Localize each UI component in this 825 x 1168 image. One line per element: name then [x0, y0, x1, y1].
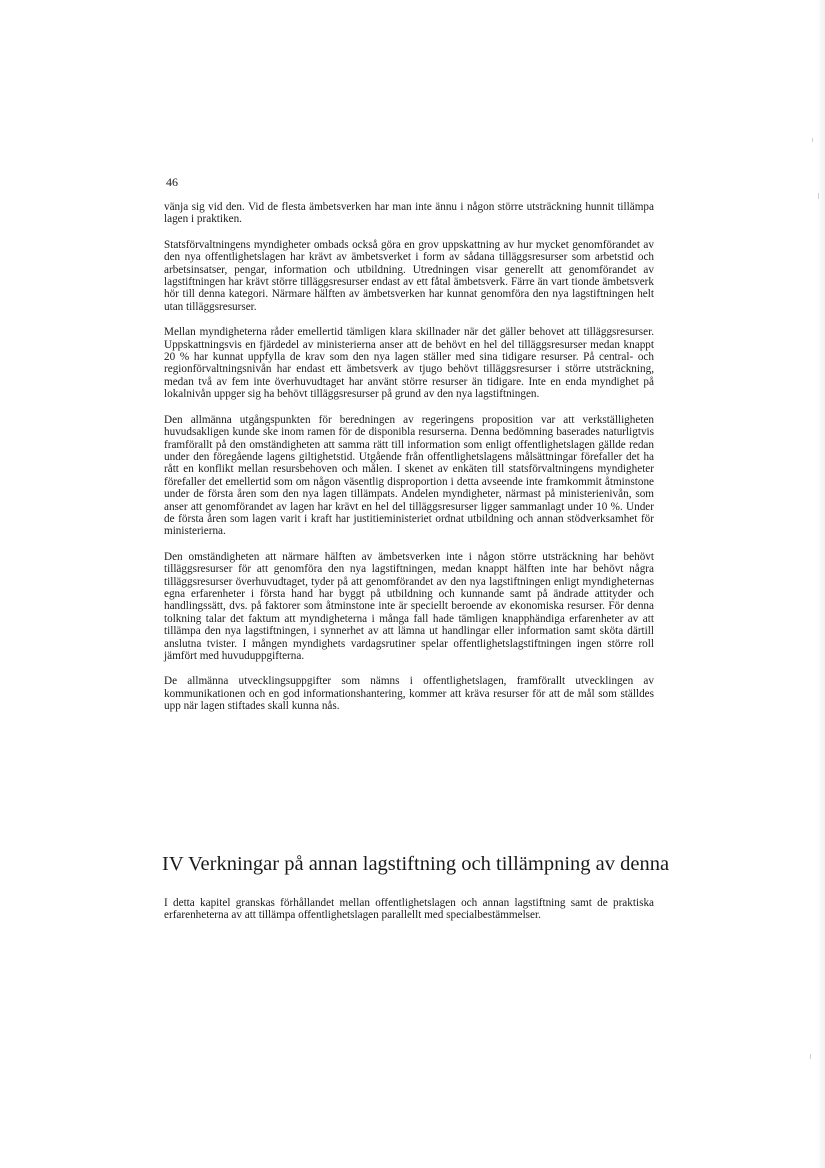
- scan-mark: [810, 1054, 811, 1059]
- paragraph-4: Den allmänna utgångspunkten för beredningen av regeringens proposition var att verkställigheten huvudsakligen kunde ske inom ramen för de disponibla resurserna. Denna bedömning baserades naturligtvis framförallt på den omständigheten att samma rätt till information som enligt offentlighetslagen gällde redan under den föregående lagens giltighetstid. Utgående från offentlighetslagens målsättningar förefaller det ha rått en konflikt mellan resursbehoven och målen. I skenet av enkäten till statsförvaltningens myndigheter förefaller det emellertid som om någon väsentlig disproportion i detta avseende inte framkommit åtminstone under de första åren som den nya lagen tillämpats. Andelen myndigheter, närmast på ministerienivån, som anser att genomförandet av lagen har krävt en hel del tilläggsresurser ligger sammanlagt under 10 %. Under de första åren som lagen varit i kraft har justitieministeriet ordnat utbildning och annan stödverksamhet för ministerierna.: [164, 413, 654, 538]
- paragraph-5: Den omständigheten att närmare hälften av ämbetsverken inte i någon större utsträckning har behövt tilläggsresurser för att genomföra den nya lagstiftningen, medan knappt hälften inte har behövt några tilläggsresurser överhuvudtaget, tyder på att genomförandet av den nya lagstiftningen enligt myndigheternas egna erfarenheter i första hand har byggt på utbildning och kunnande samt på ändrade attityder och handlingssätt, dvs. på faktorer som åtminstone inte är speciellt beroende av ekonomiska resurser. För denna tolkning talar det faktum att myndigheterna i många fall hade tämligen knapphändiga erfarenheter av att tillämpa den nya lagstiftningen, i synnerhet av att lämna ut handlingar eller information samt sköta därtill anslutna tvister. I mången myndighets vardagsrutiner spelar offentlighetslagstiftningen ingen större roll jämfört med huvuduppgifterna.: [164, 550, 654, 662]
- chapter-heading: IV Verkningar på annan lagstiftning och tillämpning av denna: [162, 853, 670, 875]
- scan-edge-shadow: [817, 0, 825, 1168]
- intro-paragraph: I detta kapitel granskas förhållandet mellan offentlighetslagen och annan lagstiftning samt de praktiska erfarenheterna av att tillämpa offentlighetslagen parallellt med specialbestämmelser.: [164, 897, 654, 922]
- page-number: 46: [166, 175, 178, 189]
- paragraph-3: Mellan myndigheterna råder emellertid tämligen klara skillnader när det gäller behovet att tilläggsresurser. Uppskattningsvis en fjärdedel av ministerierna anser att de behövt en hel del tilläggsresurser medan knappt 20 % har kunnat uppfylla de krav som den nya lagen ställer med sina tidigare resurser. På central- och regionförvaltningsnivån har endast ett ämbetsverk av tjugo behövt tilläggsresurser i större utsträckning, medan två av fem inte överhuvudtaget har använt större resurser än tidigare. Inte en enda myndighet på lokalnivån uppger sig ha behövt tilläggsresurser på grund av den nya lagstiftningen.: [164, 326, 654, 401]
- paragraph-2: Statsförvaltningens myndigheter ombads också göra en grov uppskattning av hur mycket genomförandet av den nya offentlighetslagen har krävt av ämbetsverket i form av sådana tilläggsresurser som arbetstid och arbetsinsatser, pengar, information och utbildning. Utredningen visar generellt att genomförandet av lagstiftningen har krävt större tilläggsresurser endast av ett fåtal ämbetsverk. Färre än vart tionde ämbetsverk hör till denna kategori. Närmare hälften av ämbetsverken har kunnat genomföra den nya lagstiftningen helt utan tilläggsresurser.: [164, 238, 654, 313]
- body-text: [164, 201, 654, 726]
- paragraph-1: vänja sig vid den. Vid de flesta ämbetsverken har man inte ännu i någon större utsträckning hunnit tillämpa lagen i praktiken.: [164, 201, 654, 226]
- chapter-intro: [164, 897, 654, 935]
- scan-mark: [818, 193, 819, 199]
- paragraph-6: De allmänna utvecklingsuppgifter som nämns i offentlighetslagen, framförallt utvecklingen av kommunikationen och en god informationshantering, kommer att kräva resurser för att de mål som ställdes upp när lagen stiftades skall kunna nås.: [164, 675, 654, 713]
- scan-mark: [812, 138, 813, 142]
